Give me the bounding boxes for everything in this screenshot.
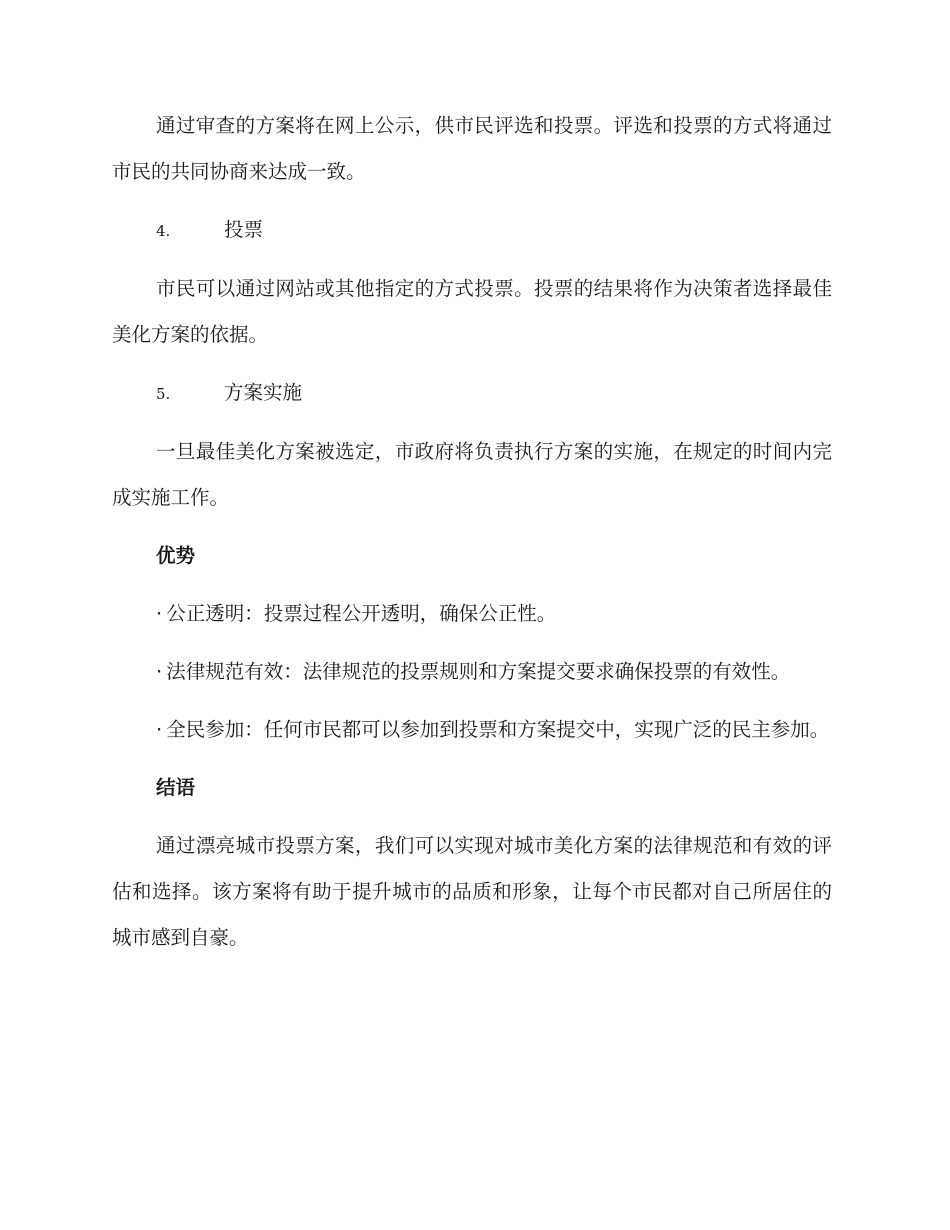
item-title: 投票	[224, 218, 264, 241]
bullet-item	[112, 707, 832, 753]
item-title: 方案实施	[224, 381, 303, 404]
bullet-text: 全民参加：任何市民都可以参加到投票和方案提交中，实现广泛的民主参加。	[166, 718, 830, 741]
bullet-symbol: ·	[156, 602, 163, 625]
paragraph-conclusion: 通过漂亮城市投票方案，我们可以实现对城市美化方案的法律规范和有效的评估和选择。该方案将有助于提升城市的品质和形象，让每个市民都对自己所居住的城市感到自豪。	[112, 834, 832, 949]
bullet-item	[112, 649, 832, 695]
paragraph-review-publicity: 通过审查的方案将在网上公示，供市民评选和投票。评选和投票的方式将通过市民的共同协商来达成一致。	[112, 114, 832, 183]
paragraph-implementation: 一旦最佳美化方案被选定，市政府将负责执行方案的实施，在规定的时间内完成实施工作。	[112, 440, 832, 509]
bullet-symbol: ·	[156, 660, 163, 683]
bullet-symbol: ·	[156, 718, 163, 741]
numbered-item-implementation	[112, 370, 832, 417]
item-number: 5.	[156, 385, 171, 403]
bullet-text: 公正透明：投票过程公开透明，确保公正性。	[166, 602, 557, 625]
bullet-item	[112, 591, 832, 637]
item-number: 4.	[156, 222, 171, 240]
bullet-text: 法律规范有效：法律规范的投票规则和方案提交要求确保投票的有效性。	[166, 660, 791, 683]
section-heading-conclusion: 结语	[156, 776, 196, 799]
section-heading-advantages: 优势	[156, 544, 196, 567]
numbered-item-voting	[112, 207, 832, 254]
paragraph-voting: 市民可以通过网站或其他指定的方式投票。投票的结果将作为决策者选择最佳美化方案的依据。	[112, 277, 832, 346]
document-body	[112, 103, 832, 973]
